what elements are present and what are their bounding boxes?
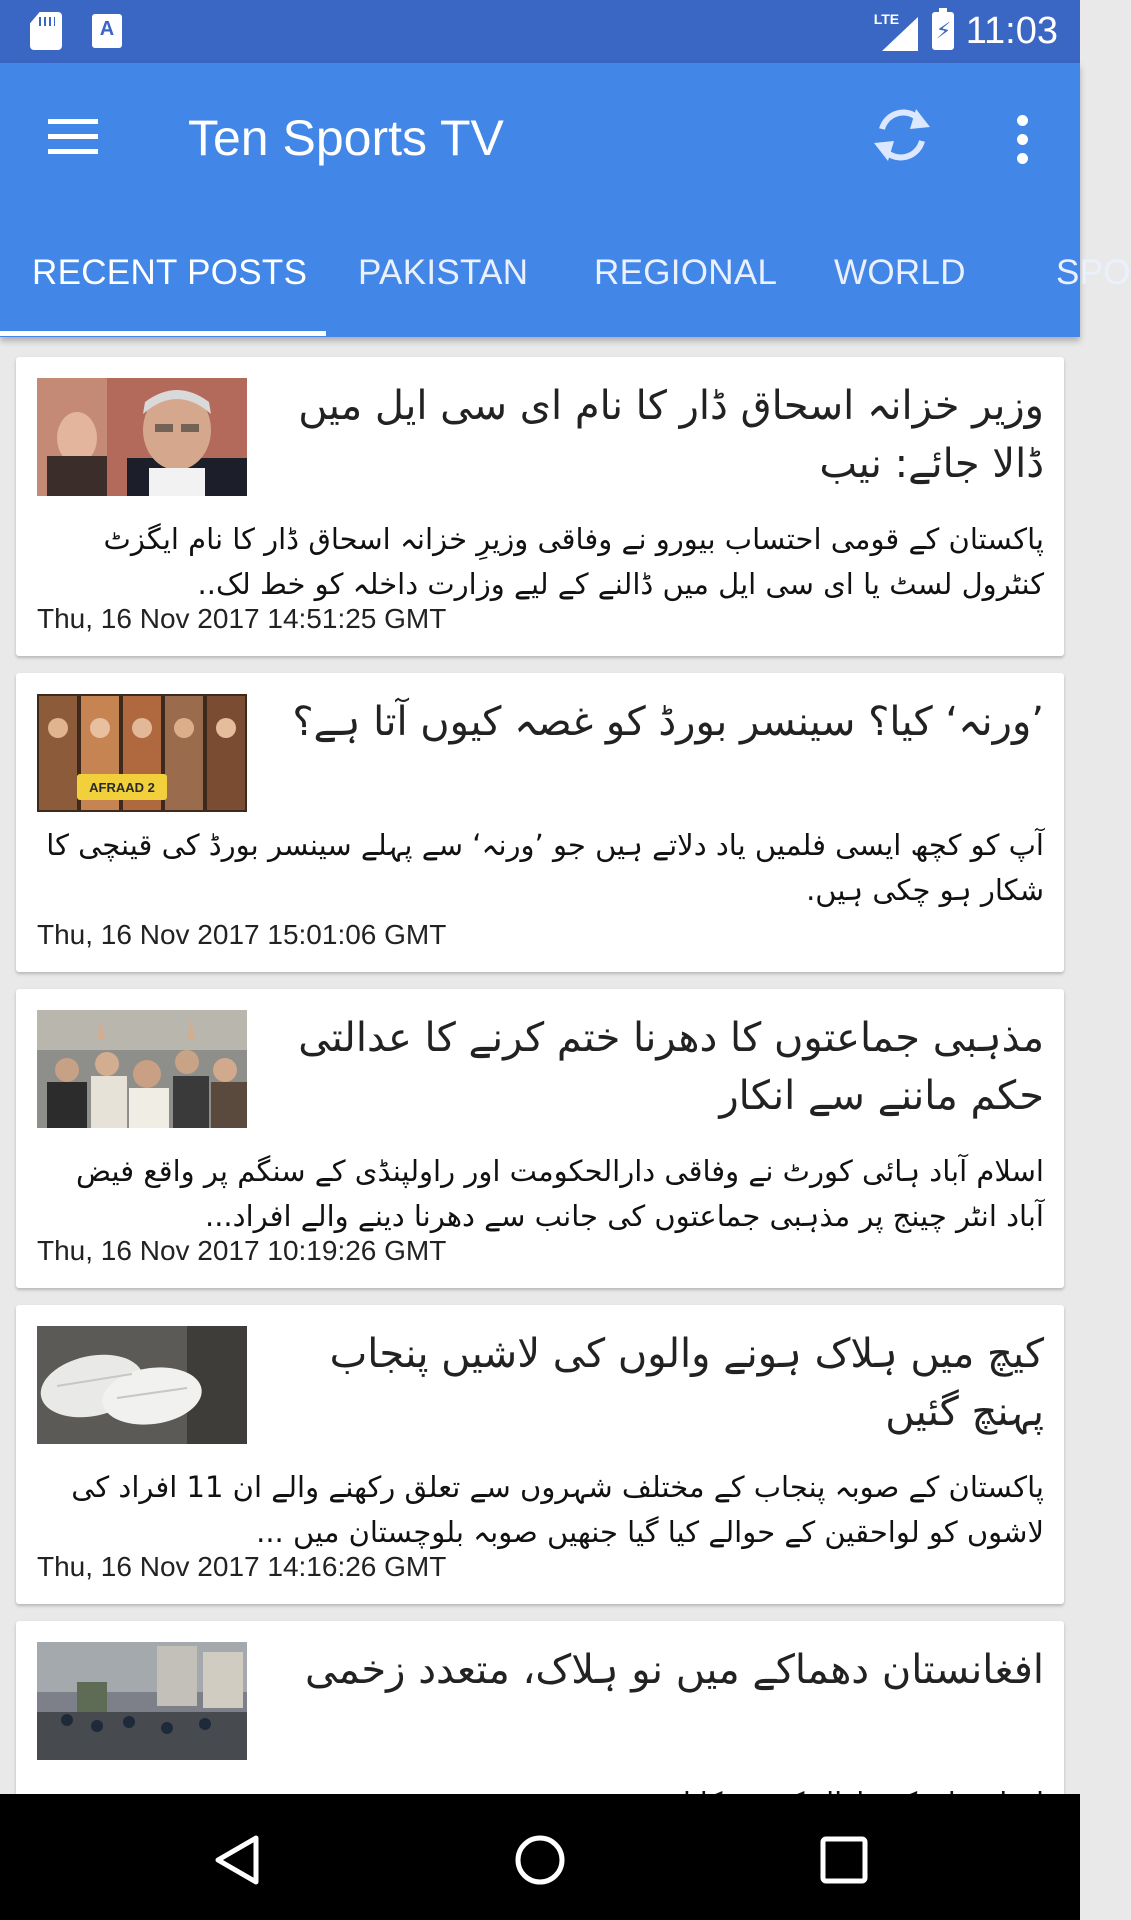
post-title: کیچ میں ہلاک ہونے والوں کی لاشیں پنجاب پہنچ گئیں xyxy=(329,1331,1044,1435)
system-nav-bar xyxy=(0,1794,1080,1920)
app-bar xyxy=(0,63,1131,337)
a-notification-icon: A xyxy=(92,14,122,48)
tab-pakistan[interactable]: PAKISTAN xyxy=(358,253,529,292)
home-icon[interactable] xyxy=(512,1832,568,1888)
sd-card-icon xyxy=(30,12,62,50)
post-thumbnail xyxy=(37,1642,247,1760)
more-vert-icon[interactable] xyxy=(1010,115,1034,165)
post-title: وزیر خزانہ اسحاق ڈار کا نام ای سی ایل میں ڈالا جائے: نیب xyxy=(298,383,1044,487)
status-bar xyxy=(0,0,1080,63)
post-card[interactable] xyxy=(16,357,1064,656)
back-icon[interactable] xyxy=(210,1832,266,1888)
post-card[interactable] xyxy=(16,1305,1064,1604)
post-title: مذہبی جماعتوں کا دھرنا ختم کرنے کا عدالتی حکم ماننے سے انکار xyxy=(298,1015,1044,1119)
post-date: Thu, 16 Nov 2017 14:51:25 GMT xyxy=(37,603,447,634)
post-date: Thu, 16 Nov 2017 15:01:06 GMT xyxy=(37,919,447,950)
tab-world[interactable]: WORLD xyxy=(834,253,966,292)
post-thumbnail xyxy=(37,1010,247,1128)
recents-icon[interactable] xyxy=(816,1832,872,1888)
battery-charging-icon: ⚡ xyxy=(932,12,954,50)
post-thumbnail xyxy=(37,378,247,496)
post-date: Thu, 16 Nov 2017 14:16:26 GMT xyxy=(37,1551,447,1582)
post-title: افغانستان دھماکے میں نو ہلاک، متعدد زخمی xyxy=(304,1647,1044,1693)
post-date: Thu, 16 Nov 2017 10:19:26 GMT xyxy=(37,1235,447,1266)
post-summary: پاکستان کے صوبہ پنجاب کے مختلف شہروں سے تعلق رکھنے والے ان 11 افراد کی لاشوں کو لواحقین کے حوالے کیا گیا جنھیں صوبہ بلوچستان میں ... xyxy=(71,1470,1044,1549)
tab-sports[interactable]: SPO xyxy=(1056,253,1131,292)
status-bar-system xyxy=(874,6,1058,56)
menu-icon[interactable] xyxy=(48,119,98,155)
post-card[interactable] xyxy=(16,673,1064,972)
clock: 11:03 xyxy=(965,9,1058,52)
tab-regional[interactable]: REGIONAL xyxy=(594,253,778,292)
svg-text:AFRAAD 2: AFRAAD 2 xyxy=(89,780,155,795)
post-summary: اسلام آباد ہائی کورٹ نے وفاقی دارالحکومت اور راولپنڈی کے سنگم پر واقع فیض آباد انٹر چینج پر مذہبی جماعتوں کی جانب سے دھرنا دینے والے افراد... xyxy=(75,1154,1044,1233)
network-label: LTE xyxy=(873,11,900,27)
post-thumbnail xyxy=(37,694,247,812)
tab-recent-posts[interactable]: RECENT POSTS xyxy=(32,253,308,292)
post-summary: پاکستان کے قومی احتساب بیورو نے وفاقی وزیرِ خزانہ اسحاق ڈار کا نام ایگزٹ کنٹرول لسٹ یا ای سی ایل میں ڈالنے کے لیے وزارت داخلہ کو خط لک.. xyxy=(103,522,1044,601)
post-title: ’ورنہ‘ کیا؟ سینسر بورڈ کو غصہ کیوں آتا ہے؟ xyxy=(292,699,1044,745)
category-tabs xyxy=(0,225,1131,337)
lte-signal-icon xyxy=(874,11,920,51)
refresh-icon[interactable] xyxy=(870,103,934,167)
post-card[interactable] xyxy=(16,989,1064,1288)
status-bar-notifications xyxy=(30,12,122,50)
app-title: Ten Sports TV xyxy=(188,110,504,166)
post-summary: آپ کو کچھ ایسی فلمیں یاد دلاتے ہیں جو ’ورنہ‘ سے پہلے سینسر بورڈ کی قینچی کا شکار ہو چکی ہیں. xyxy=(46,828,1044,907)
post-thumbnail xyxy=(37,1326,247,1444)
tab-indicator xyxy=(0,331,326,336)
post-list xyxy=(0,337,1080,1794)
